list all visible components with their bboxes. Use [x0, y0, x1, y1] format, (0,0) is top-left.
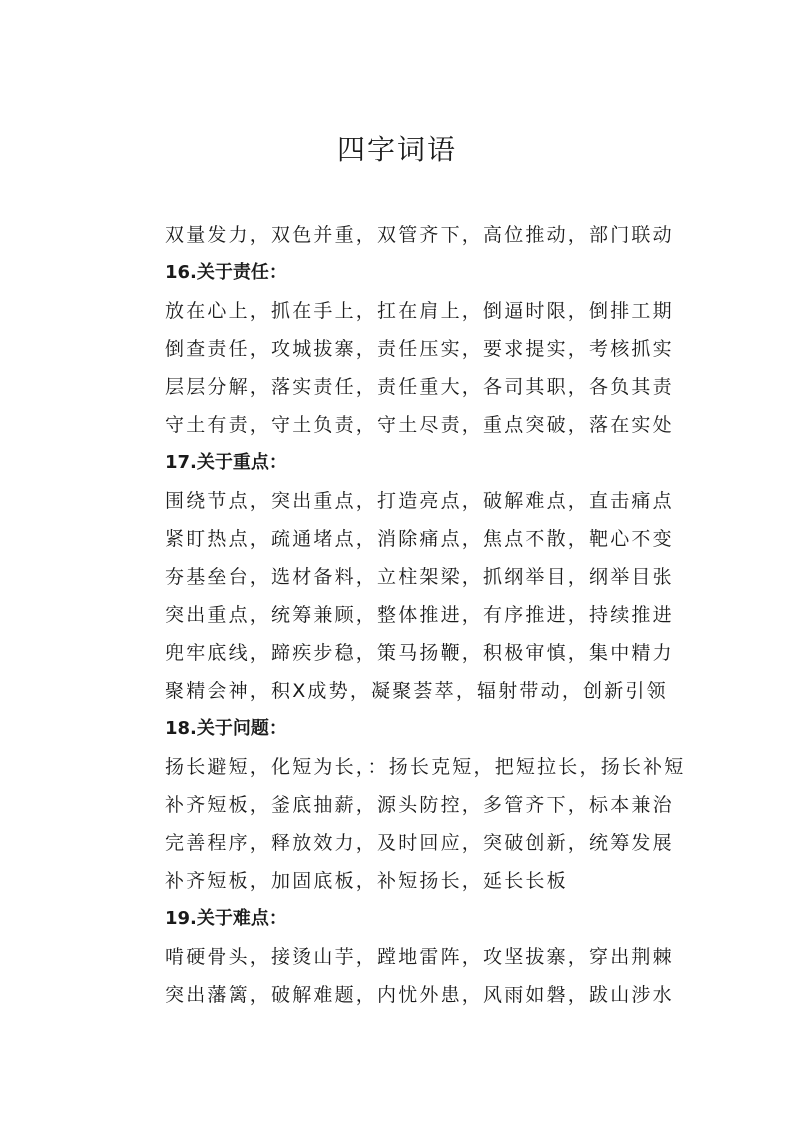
- text-line: 突出重点，统筹兼顾，整体推进，有序推进，持续推进: [165, 604, 674, 626]
- section-heading-responsibility: 16.关于责任：: [165, 262, 287, 283]
- text-line: 守土有责，守土负责，守土尽责，重点突破，落在实处: [165, 414, 674, 436]
- document-body: [165, 219, 685, 1017]
- text-line: 紧盯热点，疏通堵点，消除痛点，焦点不散，靶心不变: [165, 528, 674, 550]
- text-line: 层层分解，落实责任，责任重大，各司其职，各负其责: [165, 376, 674, 398]
- section-heading-key-points: 17.关于重点：: [165, 452, 287, 473]
- text-line: 兜牢底线，蹄疾步稳，策马扬鞭，积极审慎，集中精力: [165, 642, 674, 664]
- text-line: 聚精会神，积X成势，凝聚荟萃，辐射带动，创新引领: [165, 680, 668, 702]
- text-line: 补齐短板，加固底板，补短扬长，延长长板: [165, 870, 568, 892]
- text-line: 完善程序，释放效力，及时回应，突破创新，统筹发展: [165, 832, 674, 854]
- text-line: 放在心上，抓在手上，扛在肩上，倒逼时限，倒排工期: [165, 300, 674, 322]
- text-line: 补齐短板，釜底抽薪，源头防控，多管齐下，标本兼治: [165, 794, 674, 816]
- section-heading-difficulties: 19.关于难点：: [165, 908, 287, 929]
- text-line: 啃硬骨头，接烫山芋，蹚地雷阵，攻坚拔寨，穿出荆棘: [165, 946, 674, 968]
- page-title: 四字词语: [336, 133, 457, 166]
- text-line: 突出藩篱，破解难题，内忧外患，风雨如磐，跋山涉水: [165, 984, 674, 1006]
- text-line: 围绕节点，突出重点，打造亮点，破解难点，直击痛点: [165, 490, 674, 512]
- section-heading-problems: 18.关于问题：: [165, 718, 287, 739]
- text-line: 扬长避短，化短为长，：扬长克短，把短拉长，扬长补短: [165, 756, 686, 778]
- text-line: 夯基垒台，选材备料，立柱架梁，抓纲举目，纲举目张: [165, 566, 674, 588]
- text-line: 倒查责任，攻城拔寨，责任压实，要求提实，考核抓实: [165, 338, 674, 360]
- intro-line: 双量发力，双色并重，双管齐下，高位推动，部门联动: [165, 224, 674, 246]
